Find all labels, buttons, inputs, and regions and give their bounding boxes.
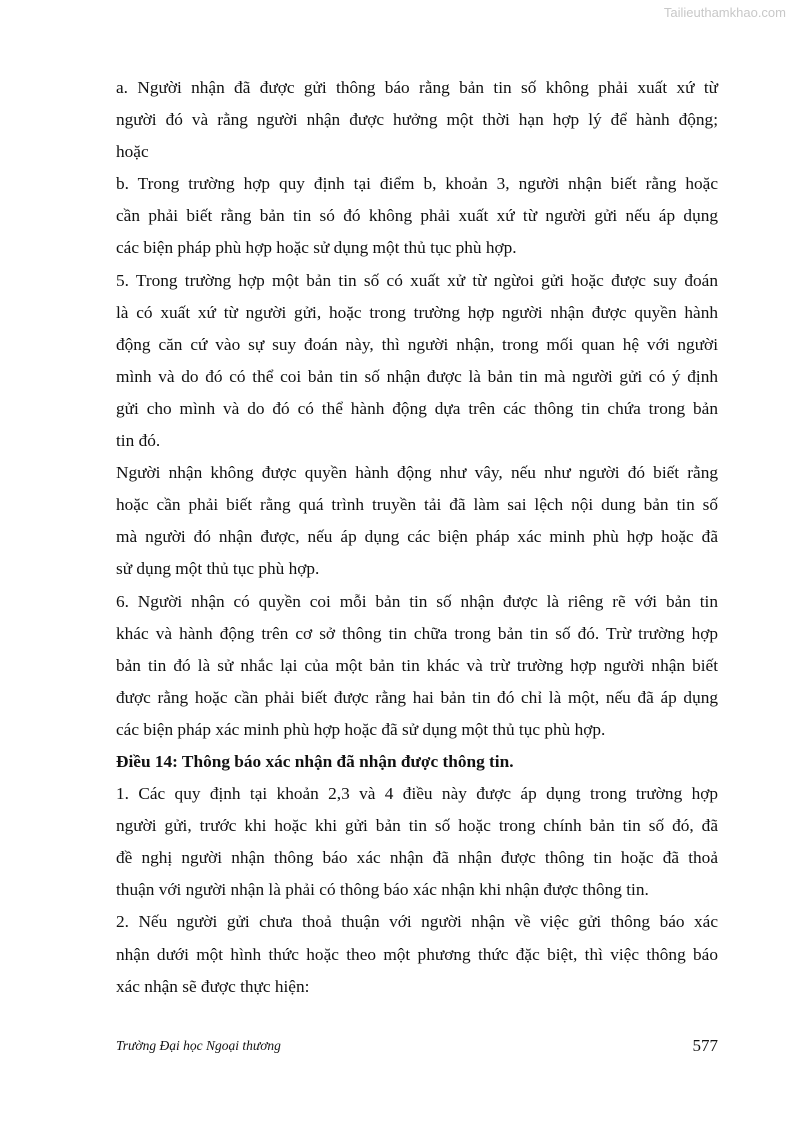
footer-school-name: Trường Đại học Ngoại thương — [116, 1038, 281, 1053]
text-line: 2. Nếu người gửi chưa thoả thuận với người nhận về việc gửi thông báo xác — [116, 912, 718, 932]
document-body — [116, 72, 718, 1003]
text-line: người đó và rằng người nhận được hưởng một thời hạn hợp lý để hành động; — [116, 110, 718, 130]
text-line: Người nhận không được quyền hành động như vây, nếu như người đó biết rằng — [116, 463, 718, 483]
text-line: mình và do đó có thể coi bản tin số nhận được là bản tin mà người gửi có ý định — [116, 366, 718, 386]
text-line: 6. Người nhận có quyền coi mỗi bản tin số nhận được là riêng rẽ với bản tin — [116, 591, 718, 611]
text-line: gửi cho mình và do đó có thể hành động dựa trên các thông tin chứa trong bản — [116, 398, 718, 418]
text-line: xác nhận sẽ được thực hiện: — [116, 976, 310, 996]
text-line: 1. Các quy định tại khoản 2,3 và 4 điều này được áp dụng trong trường hợp — [116, 784, 718, 804]
text-line: động căn cứ vào sự suy đoán này, thì người nhận, trong mối quan hệ với người — [116, 334, 718, 354]
text-line: mà người đó nhận được, nếu áp dụng các biện pháp xác minh phù hợp hoặc đã — [116, 527, 718, 547]
section-heading: Điều 14: Thông báo xác nhận đã nhận được thông tin. — [116, 751, 514, 771]
text-line: tin đó. — [116, 431, 161, 451]
text-line: người gửi, trước khi hoặc khi gửi bản tin số hoặc trong chính bản tin số đó, đã — [116, 816, 718, 836]
text-line: các biện pháp phù hợp hoặc sử dụng một thủ tục phù hợp. — [116, 238, 517, 258]
text-line: sử dụng một thủ tục phù hợp. — [116, 559, 320, 579]
text-line: cần phải biết rằng bản tin só đó không phải xuất xứ từ người gửi nếu áp dụng — [116, 206, 718, 226]
text-line: được rằng hoặc cần phải biết được rằng hai bản tin đó chỉ là một, nếu đã áp dụng — [116, 687, 718, 707]
text-line: hoặc — [116, 142, 149, 162]
page-number: 577 — [692, 1036, 718, 1055]
watermark: Tailieuthamkhao.com — [663, 5, 786, 20]
text-line: khác và hành động trên cơ sở thông tin chữa trong bản tin số đó. Trừ trường hợp — [116, 623, 718, 643]
text-line: nhận dưới một hình thức hoặc theo một phương thức đặc biệt, thì việc thông báo — [116, 944, 718, 964]
text-line: a. Người nhận đã được gửi thông báo rằng bản tin số không phải xuất xứ từ — [116, 78, 718, 97]
text-line: các biện pháp xác minh phù hợp hoặc đã sử dụng một thủ tục phù hợp. — [116, 719, 606, 739]
text-line: hoặc cần phải biết rằng quá trình truyền tải đã làm sai lệch nội dung bản tin số — [116, 495, 718, 515]
text-line: là có xuất xứ từ người gửi, hoặc trong trường hợp người nhận được quyền hành — [116, 302, 718, 322]
text-line: 5. Trong trường hợp một bản tin số có xuất xử từ ngừoi gửi hoặc được suy đoán — [116, 270, 718, 290]
text-line: b. Trong trường hợp quy định tại điểm b, khoản 3, người nhận biết rằng hoặc — [116, 174, 718, 194]
text-line: đề nghị người nhận thông báo xác nhận đã nhận được thông tin hoặc đã thoả — [116, 848, 718, 868]
text-line: thuận với người nhận là phải có thông báo xác nhận khi nhận được thông tin. — [116, 880, 649, 900]
text-line: bản tin đó là sử nhắc lại của một bản tin khác và trừ trường hợp người nhận biết — [116, 655, 718, 675]
